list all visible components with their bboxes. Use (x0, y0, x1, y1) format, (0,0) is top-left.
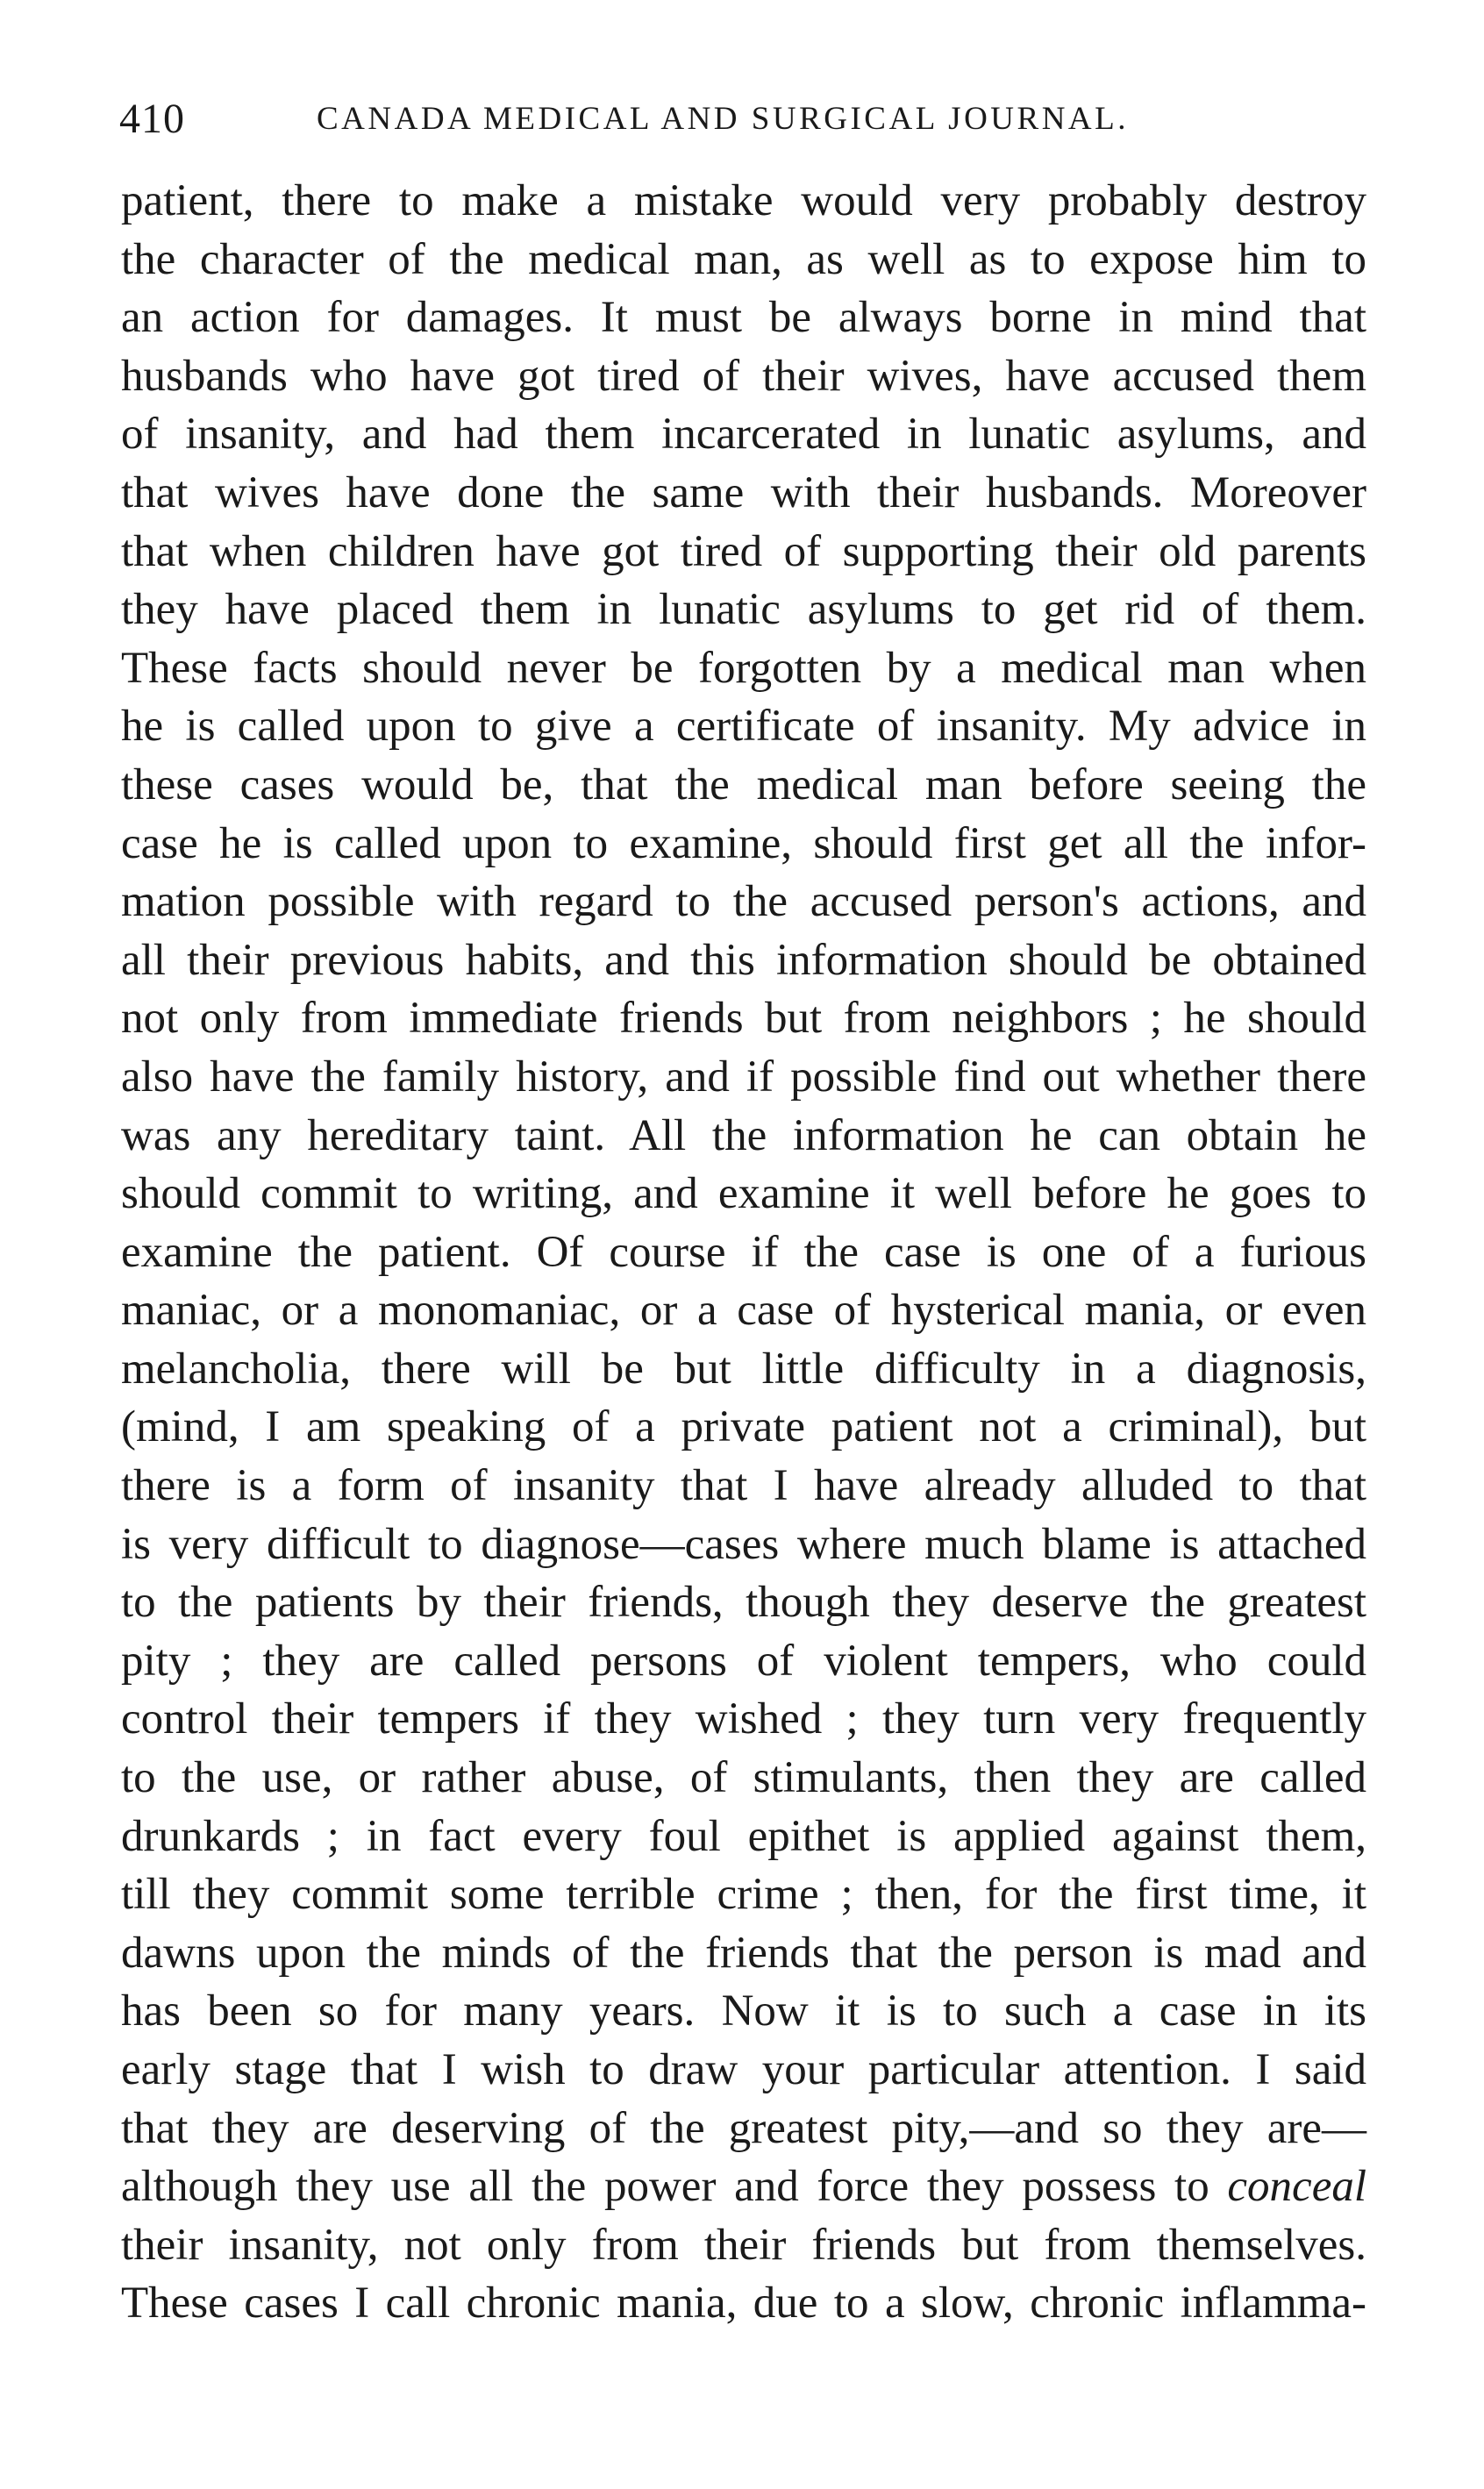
journal-title: CANADA MEDICAL AND SURGICAL JOURNAL. (317, 101, 1129, 137)
text-line: that wives have done the same with their husbands. Moreover (121, 467, 1366, 517)
text-line: their insanity, not only from their friends but from themselves. (121, 2220, 1366, 2270)
text-line: till they commit some terrible crime ; then, for the first time, it (121, 1870, 1366, 1920)
text-line: he is called upon to give a certificate of insanity. My advice in (121, 702, 1366, 752)
text-line: These facts should never be forgotten by a medical man when (121, 643, 1366, 693)
text-line: to the use, or rather abuse, of stimulants, then they are called (121, 1753, 1366, 1803)
text-line: patient, there to make a mistake would very probably destroy (121, 176, 1366, 225)
text-line: of insanity, and had them incarcerated in lunatic asylums, and (121, 410, 1366, 460)
text-line: drunkards ; in fact every foul epithet is applied against them, (121, 1811, 1366, 1861)
text-line: an action for damages. It must be always borne in mind that (121, 293, 1366, 343)
text-line: should commit to writing, and examine it well before he goes to (121, 1169, 1366, 1219)
text-line: early stage that I wish to draw your particular attention. I said (121, 2045, 1366, 2094)
text-line: also have the family history, and if possible find out whether there (121, 1052, 1366, 1102)
text-line: case he is called upon to examine, should first get all the infor- (121, 818, 1366, 868)
text-line-start: although they use all the power and force they possess to (121, 2162, 1209, 2212)
text-line: was any hereditary taint. All the information he can obtain he (121, 1110, 1366, 1160)
running-head (119, 95, 1382, 147)
text-line: examine the patient. Of course if the case is one of a furious (121, 1227, 1366, 1277)
text-line: these cases would be, that the medical man before seeing the (121, 760, 1366, 809)
text-line: not only from immediate friends but from neighbors ; he should (121, 994, 1366, 1044)
text-line-with-italic (121, 2157, 1366, 2216)
text-line: husbands who have got tired of their wives, have accused them (121, 351, 1366, 401)
text-line: to the patients by their friends, though they deserve the greatest (121, 1578, 1366, 1628)
text-line: (mind, I am speaking of a private patient not a criminal), but (121, 1402, 1366, 1452)
text-line: they have placed them in lunatic asylums to get rid of them. (121, 585, 1366, 635)
body-text (121, 172, 1366, 2333)
text-line: there is a form of insanity that I have already alluded to that (121, 1461, 1366, 1511)
text-line: control their tempers if they wished ; they turn very frequently (121, 1694, 1366, 1744)
text-line: the character of the medical man, as well as to expose him to (121, 234, 1366, 284)
text-line: all their previous habits, and this information should be obtained (121, 935, 1366, 985)
text-line: maniac, or a monomaniac, or a case of hysterical mania, or even (121, 1286, 1366, 1336)
italic-word: conceal (1227, 2162, 1366, 2212)
text-line: is very difficult to diagnose—cases where much blame is attached (121, 1519, 1366, 1569)
text-line: mation possible with regard to the accused person's actions, and (121, 877, 1366, 927)
text-line: pity ; they are called persons of violent tempers, who could (121, 1636, 1366, 1686)
page-number: 410 (119, 96, 185, 142)
text-line: dawns upon the minds of the friends that the person is mad and (121, 1928, 1366, 1978)
text-line: has been so for many years. Now it is to such a case in its (121, 1986, 1366, 2036)
text-line: that they are deserving of the greatest pity,—and so they are— (121, 2103, 1366, 2153)
text-line: melancholia, there will be but little difficulty in a diagnosis, (121, 1344, 1366, 1394)
text-line: that when children have got tired of supporting their old parents (121, 526, 1366, 576)
text-line: These cases I call chronic mania, due to a slow, chronic inflamma- (121, 2279, 1366, 2329)
